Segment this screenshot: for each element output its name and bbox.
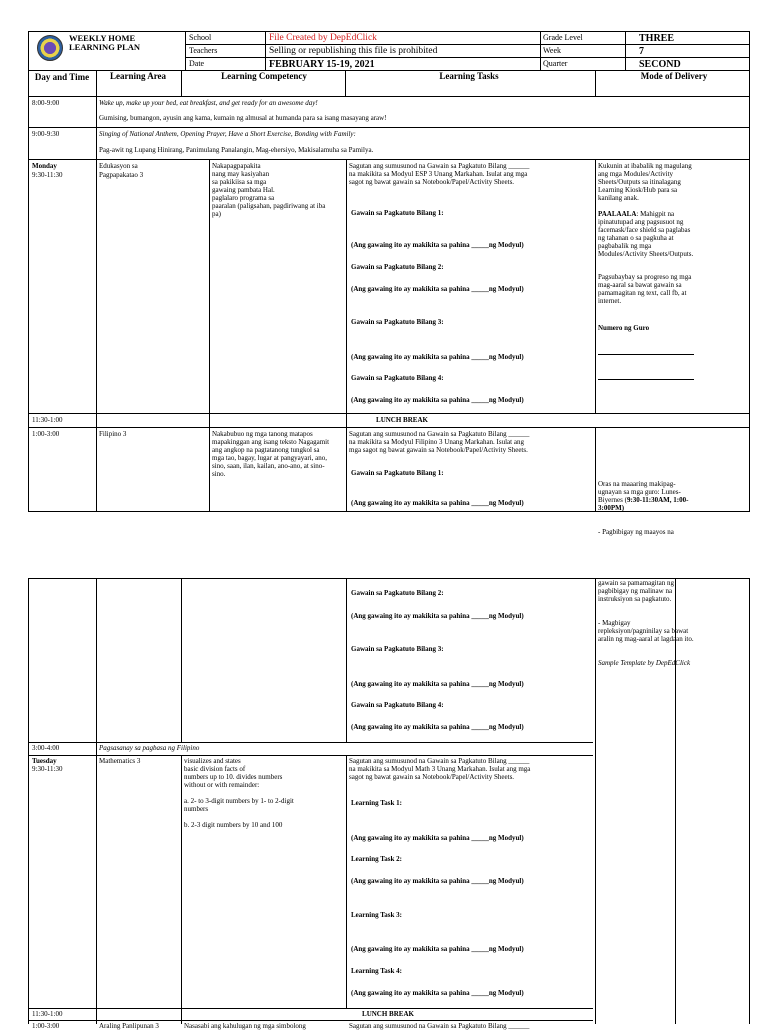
monday-task-intro-1: Sagutan ang sumusunod na Gawain sa Pagkatuto Bilang ______ [349,162,530,170]
filipino-competency-2: mapakinggan ang isang teksto Nagagamit [212,438,330,446]
filipino-task-intro-1: Sagutan ang sumusunod na Gawain sa Pagkatuto Bilang ______ [349,430,530,438]
cont-gawain-3-page-note: (Ang gawaing ito ay makikita sa pahina _____ng Modyul) [351,680,524,688]
monday-competency-6: paaralan (paligsahan, pagdiriwang at iba [212,202,326,210]
gawain-2: Gawain sa Pagkatuto Bilang 2: [351,263,444,271]
row-opening-en: Singing of National Anthem, Opening Prayer, Have a Short Exercise, Bonding with Family: [99,130,356,138]
paalaala-line-1: : Mahigpit na [636,210,675,218]
progress-line-4: internet. [598,297,622,305]
col-learning-tasks: Learning Tasks [439,71,499,81]
date-label: Date [189,59,205,68]
tuesday-competency-a-2: numbers [184,805,209,813]
col-day-time: Day and Time [34,72,90,82]
filipino-competency-4: mga tao, bagay, lugar at pangyayari, ano, [212,454,328,462]
next-row-competency: Nasasabi ang kahulugan ng mga simbolong [184,1022,306,1030]
gawain-1-page-note: (Ang gawaing ito ay makikita sa pahina _____ng Modyul) [351,241,524,249]
paalaala-line-3: facemask/face shield sa paglabas [598,226,691,234]
filipino-competency-6: sino. [212,470,226,478]
gawain-1: Gawain sa Pagkatuto Bilang 1: [351,209,444,217]
tuesday-competency-4: without or with remainder: [184,781,260,789]
learning-task-2-page-note: (Ang gawaing ito ay makikita sa pahina _____ng Modyul) [351,877,524,885]
cont-gawain-2-page-note: (Ang gawaing ito ay makikita sa pahina _____ng Modyul) [351,612,524,620]
quarter-label: Quarter [543,59,568,68]
mode-line-2: ang mga Modules/Activity [598,170,674,178]
mode-cont-line-1: gawain sa pamamagitan ng [598,579,675,587]
filipino-competency-3: ang angkop na pagtatanong tungkol sa [212,446,320,454]
monday-time: 9:30-11:30 [32,171,63,179]
plan-title: WEEKLY HOME LEARNING PLAN [69,33,141,52]
tuesday-task-intro-2: na makikita sa Modyul Math 3 Unang Markahan. Isulat ang mga [349,765,531,773]
monday-competency-4: gawaing pambata Hal. [212,186,275,194]
monday-competency-5: paglalaro programa sa [212,194,275,202]
monday-competency-7: pa) [212,210,221,218]
tuesday-label: Tuesday [32,757,57,765]
progress-line-1: Pagsubaybay sa progreso ng mga [598,273,692,281]
learning-task-3: Learning Task 3: [351,911,402,919]
monday-competency-3: sa pakikiisa sa mga [212,178,267,186]
grade-level-value: THREE [639,33,675,44]
mode-cont-line-3: instruksiyon sa pagkatuto. [598,595,672,603]
lunch-time-2: 11:30-1:00 [32,1010,63,1018]
tuesday-task-intro-3: sagot ng bawat gawain sa Notebook/Papel/Activity Sheets. [349,773,515,781]
paalaala-line-5: pagbabalik ng mga [598,242,652,250]
pagbibigay-line: - Pagbibigay ng maayos na [598,528,674,536]
cont-gawain-4-page-note: (Ang gawaing ito ay makikita sa pahina _____ng Modyul) [351,723,524,731]
reflection-line-2: repleksiyon/pagninilay sa bawat [598,627,689,635]
school-value: File Created by DepEdClick [269,33,377,43]
contact-hours-days: Biyernes ( [598,496,627,504]
monday-label: Monday [32,162,57,170]
pagsasanay-label: Pagsasanay sa pagbasa ng Filipino [99,744,200,752]
filipino-task-intro-3: mga sagot ng bawat gawain sa Notebook/Papel/Activity Sheets. [349,446,528,454]
col-learning-area: Learning Area [109,71,167,81]
row-activity-en: Wake up, make up your bed, eat breakfast, and get ready for an awesome day! [99,99,318,107]
quarter-value: SECOND [639,59,681,70]
reflection-line-3: aralin ng mag-aaral at lagdaan ito. [598,635,694,643]
school-seal-logo [37,35,63,61]
row-time-9-930: 9:00-9:30 [32,130,60,138]
tuesday-area: Mathematics 3 [99,757,141,765]
tuesday-task-intro-1: Sagutan ang sumusunod na Gawain sa Pagkatuto Bilang ______ [349,757,530,765]
weekly-plan-page-2 [28,578,750,1030]
tuesday-competency-3: numbers up to 10. divides numbers [184,773,283,781]
col-mode-of-delivery: Mode of Delivery [640,71,708,81]
phone-number-line-1 [598,354,694,355]
tuesday-competency-2: basic division facts of [184,765,246,773]
gawain-3: Gawain sa Pagkatuto Bilang 3: [351,318,444,326]
next-row-area: Araling Panlipunan 3 [99,1022,159,1030]
next-row-task: Sagutan ang sumusunod na Gawain sa Pagkatuto Bilang ______ [349,1022,530,1030]
row-activity-fil: Gumising, bumangon, ayusin ang kama, kumain ng almusal at humanda para sa isang masayang araw! [99,114,387,122]
filipino-competency-1: Nakabubuo ng mga tanong matapos [212,430,313,438]
tuesday-time: 9:30-11:30 [32,765,63,773]
learning-task-2: Learning Task 2: [351,855,402,863]
next-row-time: 1:00-3:00 [32,1022,60,1030]
filipino-area: Filipino 3 [99,430,127,438]
mode-cont-line-2: pagbibigay ng malinaw na [598,587,673,595]
row-time-8-9: 8:00-9:00 [32,99,60,107]
mode-line-4: Learning Kiosk/Hub para sa [598,186,678,194]
gawain-4-page-note: (Ang gawaing ito ay makikita sa pahina _____ng Modyul) [351,396,524,404]
contact-hours-time-1: 9:30-11:30AM, 1:00- [626,496,689,504]
filipino-gawain-1: Gawain sa Pagkatuto Bilang 1: [351,469,444,477]
cont-gawain-2: Gawain sa Pagkatuto Bilang 2: [351,589,444,597]
weekly-plan-page-1 [28,31,750,536]
reflection-line-1: - Magbigay [598,619,631,627]
school-label: School [189,33,212,42]
phone-number-line-2 [598,379,694,380]
cont-gawain-3: Gawain sa Pagkatuto Bilang 3: [351,645,444,653]
paalaala-line-6: Modules/Activity Sheets/Outputs. [598,250,694,258]
filipino-competency-5: sino, saan, ilan, kailan, ano-ano, at sino- [212,462,325,470]
gawain-2-page-note: (Ang gawaing ito ay makikita sa pahina _____ng Modyul) [351,285,524,293]
gawain-3-page-note: (Ang gawaing ito ay makikita sa pahina _____ng Modyul) [351,353,524,361]
teachers-value: Selling or republishing this file is prohibited [269,46,438,56]
row-opening-fil: Pag-awit ng Lupang Hinirang, Panimulang Panalangin, Mag-ehersiyo, Makisalamuha sa Pamilya. [99,146,374,154]
learning-task-3-page-note: (Ang gawaing ito ay makikita sa pahina _____ng Modyul) [351,945,524,953]
grade-level-label: Grade Level [543,33,583,42]
paalaala-label: PAALAALA [598,210,637,218]
week-value: 7 [639,46,644,57]
mode-line-3: Sheets/Outputs sa itinalagang [598,178,681,186]
monday-competency-1: Nakapagpapakita [212,162,261,170]
learning-task-4: Learning Task 4: [351,967,402,975]
filipino-time: 1:00-3:00 [32,430,60,438]
learning-task-1: Learning Task 1: [351,799,402,807]
tuesday-competency-b: b. 2-3 digit numbers by 10 and 100 [184,821,283,829]
progress-line-2: mag-aaral sa bawat gawain sa [598,281,682,289]
col-learning-competency: Learning Competency [221,71,307,81]
progress-line-3: pamamagitan ng text, call fb, at [598,289,687,297]
lunch-break-label: LUNCH BREAK [376,416,428,424]
tuesday-competency-a-1: a. 2- to 3-digit numbers by 1- to 2-digit [184,797,294,805]
template-credit: Sample Template by DepEdClick [598,659,691,667]
lunch-break-label-2: LUNCH BREAK [362,1010,414,1018]
paalaala-line-2: ipinatutupad ang pagsusuot ng [598,218,684,226]
contact-hours-line-1: Oras na maaaring makipag- [598,480,676,488]
monday-task-intro-2: na makikita sa Modyul ESP 3 Unang Markahan. Isulat ang mga [349,170,528,178]
week-label: Week [543,46,562,55]
contact-hours-time-2: 3:00PM) [598,504,625,512]
filipino-gawain-1-page-note: (Ang gawaing ito ay makikita sa pahina _____ng Modyul) [351,499,524,507]
learning-task-4-page-note: (Ang gawaing ito ay makikita sa pahina _____ng Modyul) [351,989,524,997]
monday-area-line-1: Edukasyon sa [99,162,138,170]
pagsasanay-time: 3:00-4:00 [32,744,60,752]
teachers-label: Teachers [189,46,218,55]
monday-task-intro-3: sagot ng bawat gawain sa Notebook/Papel/Activity Sheets. [349,178,515,186]
numero-ng-guro-label: Numero ng Guro [598,324,650,332]
lunch-time: 11:30-1:00 [32,416,63,424]
gawain-4: Gawain sa Pagkatuto Bilang 4: [351,374,444,382]
monday-competency-2: nang may kasiyahan [212,170,270,178]
date-value: FEBRUARY 15-19, 2021 [269,59,375,70]
mode-line-1: Kukunin at ibabalik ng magulang [598,162,692,170]
monday-area-line-2: Pagpapakatao 3 [99,171,144,179]
cont-gawain-4: Gawain sa Pagkatuto Bilang 4: [351,701,444,709]
filipino-task-intro-2: na makikita sa Modyul Filipino 3 Unang Markahan. Isulat ang [349,438,524,446]
paalaala-line-4: ng tahanan o sa pagkuha at [598,234,674,242]
tuesday-competency-1: visualizes and states [184,757,241,765]
learning-task-1-page-note: (Ang gawaing ito ay makikita sa pahina _____ng Modyul) [351,834,524,842]
contact-hours-line-2: ugnayan sa mga guro: Lunes- [598,488,681,496]
mode-line-5: kanilang anak. [598,194,639,202]
